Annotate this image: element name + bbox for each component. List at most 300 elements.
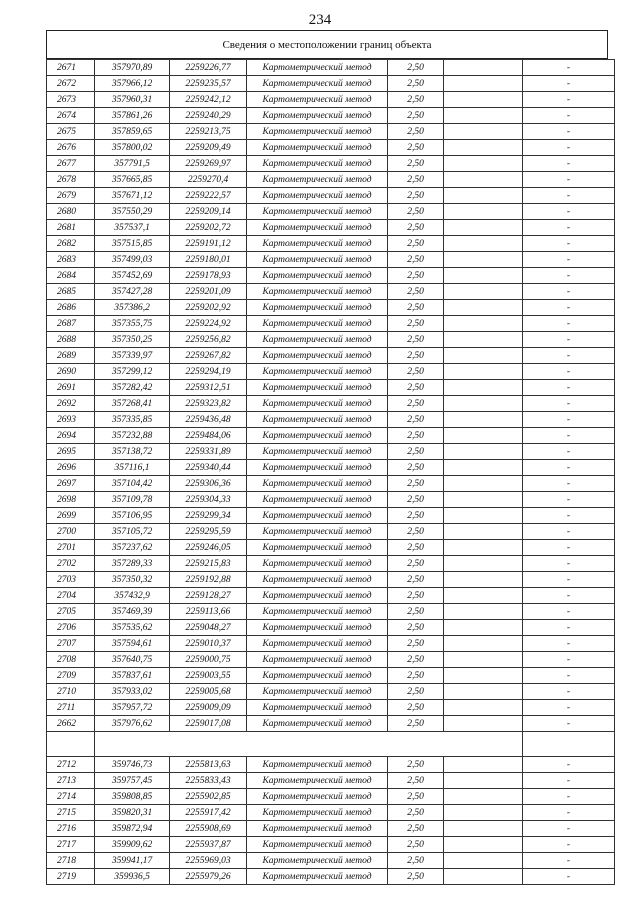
table-row — [47, 588, 615, 604]
accuracy-cell: 2,50 — [388, 636, 444, 652]
y-coordinate-cell: 2259213,75 — [170, 124, 247, 140]
y-coordinate-cell: 2259235,57 — [170, 76, 247, 92]
blank-cell — [444, 789, 523, 805]
separator-cell — [247, 732, 388, 757]
accuracy-cell: 2,50 — [388, 652, 444, 668]
accuracy-cell: 2,50 — [388, 853, 444, 869]
point-number-cell: 2718 — [47, 853, 95, 869]
method-cell: Картометрический метод — [247, 556, 388, 572]
point-number-cell: 2713 — [47, 773, 95, 789]
method-cell: Картометрический метод — [247, 757, 388, 773]
x-coordinate-cell: 357861,26 — [95, 108, 170, 124]
y-coordinate-cell: 2259201,09 — [170, 284, 247, 300]
table-row — [47, 204, 615, 220]
x-coordinate-cell: 357966,12 — [95, 76, 170, 92]
point-number-cell: 2698 — [47, 492, 95, 508]
table-row — [47, 380, 615, 396]
method-cell: Картометрический метод — [247, 300, 388, 316]
point-number-cell: 2690 — [47, 364, 95, 380]
description-cell: - — [523, 700, 615, 716]
method-cell: Картометрический метод — [247, 252, 388, 268]
description-cell: - — [523, 620, 615, 636]
y-coordinate-cell: 2259295,59 — [170, 524, 247, 540]
accuracy-cell: 2,50 — [388, 757, 444, 773]
method-cell: Картометрический метод — [247, 476, 388, 492]
blank-cell — [444, 156, 523, 172]
description-cell: - — [523, 188, 615, 204]
blank-cell — [444, 821, 523, 837]
y-coordinate-cell: 2259009,09 — [170, 700, 247, 716]
point-number-cell: 2696 — [47, 460, 95, 476]
boundary-table — [46, 30, 608, 885]
point-number-cell: 2683 — [47, 252, 95, 268]
table-row — [47, 300, 615, 316]
accuracy-cell: 2,50 — [388, 76, 444, 92]
y-coordinate-cell: 2259340,44 — [170, 460, 247, 476]
point-number-cell: 2715 — [47, 805, 95, 821]
coordinates-table — [46, 59, 615, 885]
x-coordinate-cell: 357386,2 — [95, 300, 170, 316]
description-cell: - — [523, 364, 615, 380]
y-coordinate-cell: 2259436,48 — [170, 412, 247, 428]
description-cell: - — [523, 428, 615, 444]
accuracy-cell: 2,50 — [388, 508, 444, 524]
blank-cell — [444, 252, 523, 268]
x-coordinate-cell: 357106,95 — [95, 508, 170, 524]
y-coordinate-cell: 2259246,05 — [170, 540, 247, 556]
description-cell: - — [523, 92, 615, 108]
point-number-cell: 2717 — [47, 837, 95, 853]
method-cell: Картометрический метод — [247, 604, 388, 620]
method-cell: Картометрический метод — [247, 524, 388, 540]
x-coordinate-cell: 357640,75 — [95, 652, 170, 668]
accuracy-cell: 2,50 — [388, 300, 444, 316]
y-coordinate-cell: 2259000,75 — [170, 652, 247, 668]
description-cell: - — [523, 268, 615, 284]
table-row — [47, 140, 615, 156]
table-row — [47, 805, 615, 821]
method-cell: Картометрический метод — [247, 588, 388, 604]
point-number-cell: 2687 — [47, 316, 95, 332]
method-cell: Картометрический метод — [247, 412, 388, 428]
accuracy-cell: 2,50 — [388, 396, 444, 412]
point-number-cell: 2695 — [47, 444, 95, 460]
x-coordinate-cell: 357355,75 — [95, 316, 170, 332]
point-number-cell: 2697 — [47, 476, 95, 492]
y-coordinate-cell: 2259224,92 — [170, 316, 247, 332]
y-coordinate-cell: 2259192,88 — [170, 572, 247, 588]
table-row — [47, 652, 615, 668]
method-cell: Картометрический метод — [247, 92, 388, 108]
point-number-cell: 2676 — [47, 140, 95, 156]
blank-cell — [444, 700, 523, 716]
accuracy-cell: 2,50 — [388, 332, 444, 348]
blank-cell — [444, 428, 523, 444]
method-cell: Картометрический метод — [247, 444, 388, 460]
x-coordinate-cell: 359941,17 — [95, 853, 170, 869]
table-row — [47, 316, 615, 332]
point-number-cell: 2700 — [47, 524, 95, 540]
accuracy-cell: 2,50 — [388, 92, 444, 108]
description-cell: - — [523, 556, 615, 572]
y-coordinate-cell: 2259048,27 — [170, 620, 247, 636]
x-coordinate-cell: 357350,25 — [95, 332, 170, 348]
point-number-cell: 2662 — [47, 716, 95, 732]
blank-cell — [444, 869, 523, 885]
blank-cell — [444, 364, 523, 380]
accuracy-cell: 2,50 — [388, 252, 444, 268]
blank-cell — [444, 220, 523, 236]
description-cell: - — [523, 805, 615, 821]
blank-cell — [444, 460, 523, 476]
blank-cell — [444, 348, 523, 364]
description-cell: - — [523, 540, 615, 556]
description-cell: - — [523, 460, 615, 476]
accuracy-cell: 2,50 — [388, 773, 444, 789]
point-number-cell: 2672 — [47, 76, 95, 92]
accuracy-cell: 2,50 — [388, 284, 444, 300]
blank-cell — [444, 540, 523, 556]
table-row — [47, 716, 615, 732]
blank-cell — [444, 76, 523, 92]
y-coordinate-cell: 2259215,83 — [170, 556, 247, 572]
method-cell: Картометрический метод — [247, 668, 388, 684]
accuracy-cell: 2,50 — [388, 476, 444, 492]
description-cell: - — [523, 108, 615, 124]
table-row — [47, 789, 615, 805]
x-coordinate-cell: 357933,02 — [95, 684, 170, 700]
table-row — [47, 396, 615, 412]
x-coordinate-cell: 357268,41 — [95, 396, 170, 412]
table-row — [47, 556, 615, 572]
blank-cell — [444, 556, 523, 572]
table-title: Сведения о местоположении границ объекта — [46, 30, 608, 59]
table-row — [47, 773, 615, 789]
description-cell: - — [523, 476, 615, 492]
y-coordinate-cell: 2259010,37 — [170, 636, 247, 652]
y-coordinate-cell: 2259003,55 — [170, 668, 247, 684]
x-coordinate-cell: 357960,31 — [95, 92, 170, 108]
x-coordinate-cell: 357515,85 — [95, 236, 170, 252]
x-coordinate-cell: 359808,85 — [95, 789, 170, 805]
y-coordinate-cell: 2259017,08 — [170, 716, 247, 732]
y-coordinate-cell: 2259209,14 — [170, 204, 247, 220]
x-coordinate-cell: 357800,02 — [95, 140, 170, 156]
blank-cell — [444, 284, 523, 300]
point-number-cell: 2691 — [47, 380, 95, 396]
method-cell: Картометрический метод — [247, 204, 388, 220]
table-row — [47, 620, 615, 636]
description-cell: - — [523, 396, 615, 412]
accuracy-cell: 2,50 — [388, 620, 444, 636]
point-number-cell: 2694 — [47, 428, 95, 444]
table-row — [47, 460, 615, 476]
x-coordinate-cell: 357432,9 — [95, 588, 170, 604]
accuracy-cell: 2,50 — [388, 348, 444, 364]
point-number-cell: 2710 — [47, 684, 95, 700]
x-coordinate-cell: 357665,85 — [95, 172, 170, 188]
method-cell: Картометрический метод — [247, 869, 388, 885]
description-cell: - — [523, 572, 615, 588]
y-coordinate-cell: 2255917,42 — [170, 805, 247, 821]
description-cell: - — [523, 508, 615, 524]
method-cell: Картометрический метод — [247, 460, 388, 476]
method-cell: Картометрический метод — [247, 140, 388, 156]
method-cell: Картометрический метод — [247, 428, 388, 444]
table-row — [47, 572, 615, 588]
accuracy-cell: 2,50 — [388, 172, 444, 188]
table-row — [47, 60, 615, 76]
point-number-cell: 2688 — [47, 332, 95, 348]
method-cell: Картометрический метод — [247, 789, 388, 805]
accuracy-cell: 2,50 — [388, 789, 444, 805]
point-number-cell: 2684 — [47, 268, 95, 284]
point-number-cell: 2703 — [47, 572, 95, 588]
description-cell: - — [523, 668, 615, 684]
method-cell: Картометрический метод — [247, 773, 388, 789]
description-cell: - — [523, 156, 615, 172]
blank-cell — [444, 172, 523, 188]
description-cell: - — [523, 588, 615, 604]
table-row — [47, 540, 615, 556]
blank-cell — [444, 805, 523, 821]
x-coordinate-cell: 357594,61 — [95, 636, 170, 652]
table-row — [47, 156, 615, 172]
x-coordinate-cell: 357427,28 — [95, 284, 170, 300]
method-cell: Картометрический метод — [247, 172, 388, 188]
method-cell: Картометрический метод — [247, 821, 388, 837]
point-number-cell: 2686 — [47, 300, 95, 316]
blank-cell — [444, 268, 523, 284]
y-coordinate-cell: 2259178,93 — [170, 268, 247, 284]
description-cell: - — [523, 444, 615, 460]
table-row — [47, 821, 615, 837]
description-cell: - — [523, 684, 615, 700]
x-coordinate-cell: 359872,94 — [95, 821, 170, 837]
description-cell: - — [523, 869, 615, 885]
table-row — [47, 853, 615, 869]
point-number-cell: 2712 — [47, 757, 95, 773]
x-coordinate-cell: 357105,72 — [95, 524, 170, 540]
accuracy-cell: 2,50 — [388, 108, 444, 124]
table-row — [47, 757, 615, 773]
method-cell: Картометрический метод — [247, 837, 388, 853]
table-row — [47, 252, 615, 268]
accuracy-cell: 2,50 — [388, 556, 444, 572]
table-row — [47, 124, 615, 140]
blank-cell — [444, 124, 523, 140]
accuracy-cell: 2,50 — [388, 124, 444, 140]
blank-cell — [444, 316, 523, 332]
section-separator-row — [47, 732, 615, 757]
description-cell: - — [523, 716, 615, 732]
x-coordinate-cell: 357550,29 — [95, 204, 170, 220]
accuracy-cell: 2,50 — [388, 821, 444, 837]
table-row — [47, 428, 615, 444]
x-coordinate-cell: 357976,62 — [95, 716, 170, 732]
point-number-cell: 2685 — [47, 284, 95, 300]
y-coordinate-cell: 2259222,57 — [170, 188, 247, 204]
separator-cell — [388, 732, 444, 757]
blank-cell — [444, 684, 523, 700]
point-number-cell: 2714 — [47, 789, 95, 805]
x-coordinate-cell: 357289,33 — [95, 556, 170, 572]
x-coordinate-cell: 357469,39 — [95, 604, 170, 620]
table-row — [47, 508, 615, 524]
description-cell: - — [523, 316, 615, 332]
method-cell: Картометрический метод — [247, 76, 388, 92]
accuracy-cell: 2,50 — [388, 540, 444, 556]
x-coordinate-cell: 357299,12 — [95, 364, 170, 380]
y-coordinate-cell: 2259294,19 — [170, 364, 247, 380]
method-cell: Картометрический метод — [247, 236, 388, 252]
point-number-cell: 2679 — [47, 188, 95, 204]
y-coordinate-cell: 2259202,92 — [170, 300, 247, 316]
description-cell: - — [523, 524, 615, 540]
method-cell: Картометрический метод — [247, 60, 388, 76]
point-number-cell: 2693 — [47, 412, 95, 428]
blank-cell — [444, 396, 523, 412]
table-row — [47, 92, 615, 108]
table-row — [47, 700, 615, 716]
point-number-cell: 2716 — [47, 821, 95, 837]
y-coordinate-cell: 2255833,43 — [170, 773, 247, 789]
y-coordinate-cell: 2255813,63 — [170, 757, 247, 773]
point-number-cell: 2708 — [47, 652, 95, 668]
x-coordinate-cell: 359820,31 — [95, 805, 170, 821]
y-coordinate-cell: 2259209,49 — [170, 140, 247, 156]
table-row — [47, 108, 615, 124]
x-coordinate-cell: 357957,72 — [95, 700, 170, 716]
accuracy-cell: 2,50 — [388, 588, 444, 604]
accuracy-cell: 2,50 — [388, 805, 444, 821]
table-row — [47, 268, 615, 284]
y-coordinate-cell: 2259113,66 — [170, 604, 247, 620]
blank-cell — [444, 332, 523, 348]
x-coordinate-cell: 359909,62 — [95, 837, 170, 853]
y-coordinate-cell: 2259304,33 — [170, 492, 247, 508]
y-coordinate-cell: 2259331,89 — [170, 444, 247, 460]
description-cell: - — [523, 652, 615, 668]
y-coordinate-cell: 2259005,68 — [170, 684, 247, 700]
point-number-cell: 2707 — [47, 636, 95, 652]
accuracy-cell: 2,50 — [388, 156, 444, 172]
y-coordinate-cell: 2259202,72 — [170, 220, 247, 236]
x-coordinate-cell: 357350,32 — [95, 572, 170, 588]
description-cell: - — [523, 332, 615, 348]
table-row — [47, 220, 615, 236]
blank-cell — [444, 757, 523, 773]
blank-cell — [444, 476, 523, 492]
accuracy-cell: 2,50 — [388, 428, 444, 444]
y-coordinate-cell: 2255908,69 — [170, 821, 247, 837]
page-number: 234 — [308, 12, 332, 28]
table-row — [47, 604, 615, 620]
x-coordinate-cell: 357671,12 — [95, 188, 170, 204]
method-cell: Картометрический метод — [247, 572, 388, 588]
description-cell: - — [523, 604, 615, 620]
description-cell: - — [523, 821, 615, 837]
method-cell: Картометрический метод — [247, 620, 388, 636]
point-number-cell: 2678 — [47, 172, 95, 188]
x-coordinate-cell: 357537,1 — [95, 220, 170, 236]
y-coordinate-cell: 2259267,82 — [170, 348, 247, 364]
coordinates-table-body — [47, 60, 615, 885]
accuracy-cell: 2,50 — [388, 684, 444, 700]
point-number-cell: 2719 — [47, 869, 95, 885]
x-coordinate-cell: 357116,1 — [95, 460, 170, 476]
x-coordinate-cell: 359936,5 — [95, 869, 170, 885]
description-cell: - — [523, 204, 615, 220]
x-coordinate-cell: 357335,85 — [95, 412, 170, 428]
description-cell: - — [523, 220, 615, 236]
separator-cell — [444, 732, 523, 757]
accuracy-cell: 2,50 — [388, 716, 444, 732]
description-cell: - — [523, 236, 615, 252]
blank-cell — [444, 604, 523, 620]
accuracy-cell: 2,50 — [388, 492, 444, 508]
y-coordinate-cell: 2259226,77 — [170, 60, 247, 76]
description-cell: - — [523, 60, 615, 76]
description-cell: - — [523, 284, 615, 300]
accuracy-cell: 2,50 — [388, 364, 444, 380]
x-coordinate-cell: 357109,78 — [95, 492, 170, 508]
description-cell: - — [523, 773, 615, 789]
x-coordinate-cell: 357452,69 — [95, 268, 170, 284]
x-coordinate-cell: 357339,97 — [95, 348, 170, 364]
table-row — [47, 236, 615, 252]
y-coordinate-cell: 2255979,26 — [170, 869, 247, 885]
separator-cell — [170, 732, 247, 757]
method-cell: Картометрический метод — [247, 364, 388, 380]
accuracy-cell: 2,50 — [388, 220, 444, 236]
table-row — [47, 869, 615, 885]
table-row — [47, 492, 615, 508]
table-row — [47, 364, 615, 380]
y-coordinate-cell: 2259484,06 — [170, 428, 247, 444]
blank-cell — [444, 572, 523, 588]
method-cell: Картометрический метод — [247, 805, 388, 821]
x-coordinate-cell: 357282,42 — [95, 380, 170, 396]
blank-cell — [444, 652, 523, 668]
description-cell: - — [523, 140, 615, 156]
description-cell: - — [523, 380, 615, 396]
accuracy-cell: 2,50 — [388, 380, 444, 396]
accuracy-cell: 2,50 — [388, 140, 444, 156]
description-cell: - — [523, 76, 615, 92]
description-cell: - — [523, 300, 615, 316]
blank-cell — [444, 588, 523, 604]
blank-cell — [444, 508, 523, 524]
accuracy-cell: 2,50 — [388, 316, 444, 332]
point-number-cell: 2692 — [47, 396, 95, 412]
description-cell: - — [523, 789, 615, 805]
x-coordinate-cell: 359757,45 — [95, 773, 170, 789]
x-coordinate-cell: 359746,73 — [95, 757, 170, 773]
x-coordinate-cell: 357499,03 — [95, 252, 170, 268]
description-cell: - — [523, 757, 615, 773]
table-row — [47, 524, 615, 540]
method-cell: Картометрический метод — [247, 108, 388, 124]
method-cell: Картометрический метод — [247, 332, 388, 348]
blank-cell — [444, 108, 523, 124]
accuracy-cell: 2,50 — [388, 524, 444, 540]
description-cell: - — [523, 837, 615, 853]
accuracy-cell: 2,50 — [388, 268, 444, 284]
method-cell: Картометрический метод — [247, 156, 388, 172]
point-number-cell: 2673 — [47, 92, 95, 108]
method-cell: Картометрический метод — [247, 124, 388, 140]
